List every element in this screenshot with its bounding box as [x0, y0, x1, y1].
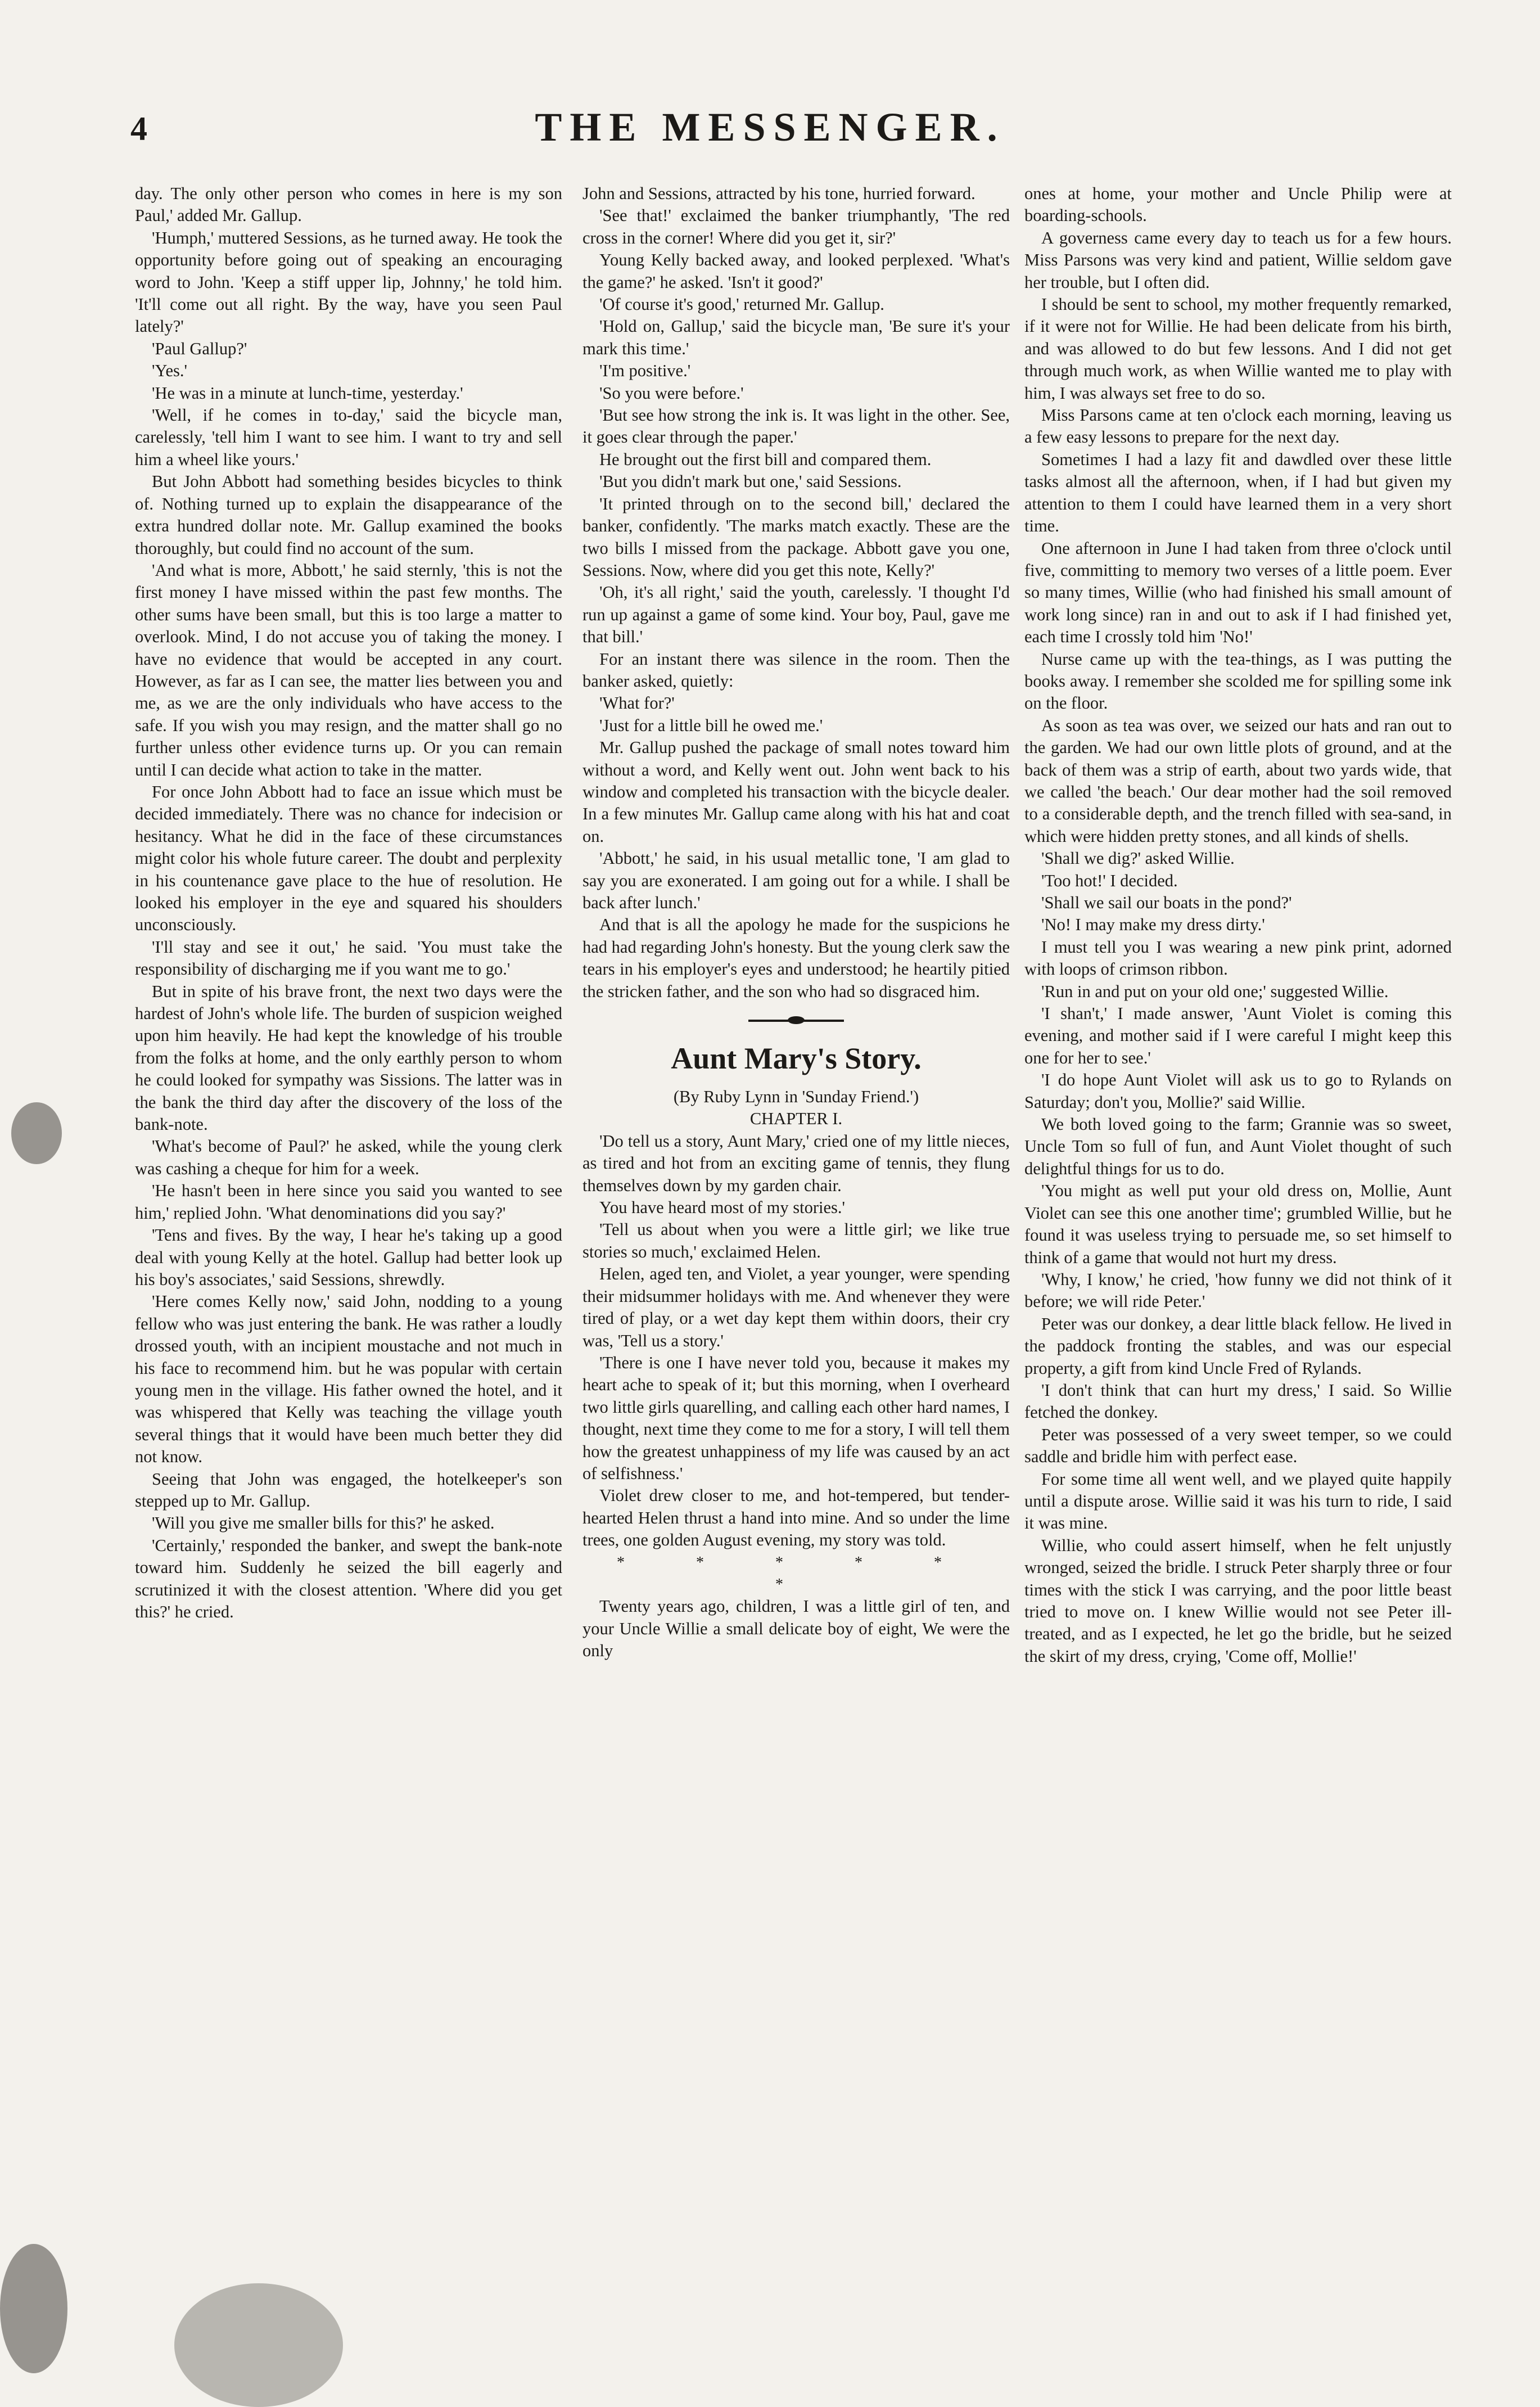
- paragraph: 'I don't think that can hurt my dress,' I said. So Willie fetched the donkey.: [1024, 1380, 1452, 1422]
- paragraph: 'Oh, it's all right,' said the youth, carelessly. 'I thought I'd run up against a game of some kind. Your boy, Paul, gave me that bill.': [582, 583, 1010, 647]
- paragraph: Nurse came up with the tea-things, as I was putting the books away. I remember she scolded me for spilling some ink on the floor.: [1024, 649, 1452, 713]
- paragraph: Peter was possessed of a very sweet temper, so we could saddle and bridle him with perfect ease.: [1024, 1425, 1452, 1467]
- paragraph: 'Why, I know,' he cried, 'how funny we did not think of it before; we will ride Peter.': [1024, 1269, 1452, 1311]
- paragraph: He brought out the first bill and compared them.: [599, 449, 932, 469]
- section-divider: [748, 1020, 844, 1022]
- paragraph: 'Of course it's good,' returned Mr. Gallup.: [599, 295, 884, 314]
- paragraph: Peter was our donkey, a dear little black fellow. He lived in the paddock fronting the stables, and was our especial property, a gift from kind Uncle Fred of Rylands.: [1024, 1314, 1452, 1378]
- column-2: [582, 183, 1010, 1662]
- paragraph: Willie, who could assert himself, when he felt unjustly wronged, seized the bridle. I struck Peter sharply three or four times with the stick I was carrying, and the poor little beast tried to move on. I knew Willie would not see Peter ill-treated, and as I expected, he let go the bridle, but he seized the skirt of my dress, crying, 'Come off, Mollie!': [1024, 1535, 1452, 1666]
- ink-blot: [11, 1102, 62, 1164]
- paragraph: 'You might as well put your old dress on, Mollie, Aunt Violet can see this one another time'; grumbled Willie, but he found it was useless trying to persuade me, so set himself to think of a game that would not hurt my dress.: [1024, 1181, 1452, 1267]
- paragraph: We both loved going to the farm; Grannie was so sweet, Uncle Tom so full of fun, and Aunt Violet thought of such delightful things for us to do.: [1024, 1115, 1452, 1178]
- paragraph: day. The only other person who comes in here is my son Paul,' added Mr. Gallup.: [135, 184, 562, 226]
- paragraph: Mr. Gallup pushed the package of small notes toward him without a word, and Kelly went out. John went back to his window and completed his transaction with the bicycle dealer. In a few minutes Mr. Gallup came along with his hat and coat on.: [582, 738, 1010, 846]
- paragraph: 'Yes.': [152, 361, 187, 381]
- paragraph: 'Tell us about when you were a little girl; we like true stories so much,' exclaimed Helen.: [582, 1220, 1010, 1261]
- paragraph: 'I do hope Aunt Violet will ask us to go to Rylands on Saturday; don't you, Mollie?' said Willie.: [1024, 1070, 1452, 1112]
- paragraph: As soon as tea was over, we seized our hats and ran out to the garden. We had our own little plots of ground, and at the back of them was a strip of earth, about two yards wide, that we called 'the beach.' Our dear mother had the soil removed to a considerable depth, and the trench filled with sea-sand, in which were hidden pretty stones, and all kinds of shells.: [1024, 715, 1452, 846]
- paragraph: 'Shall we sail our boats in the pond?': [1041, 893, 1292, 912]
- chapter-heading: CHAPTER I.: [749, 1109, 843, 1129]
- paragraph: I must tell you I was wearing a new pink print, adorned with loops of crimson ribbon.: [1024, 937, 1452, 979]
- paragraph: For once John Abbott had to face an issue which must be decided immediately. There was no chance for indecision or hesitancy. What he did in the face of these circumstances might color his whole future career. The doubt and perplexity in his countenance gave place to the hue of resolution. He looked his employer in the eye and squared his shoulders unconsciously.: [135, 782, 562, 935]
- paragraph: 'I shan't,' I made answer, 'Aunt Violet is coming this evening, and mother said if I were careful I might keep this one for her to see.': [1024, 1004, 1452, 1067]
- paragraph: Seeing that John was engaged, the hotelkeeper's son stepped up to Mr. Gallup.: [135, 1469, 562, 1511]
- paragraph: 'Will you give me smaller bills for this?' he asked.: [152, 1513, 495, 1533]
- paragraph: But John Abbott had something besides bicycles to think of. Nothing turned up to explain the disappearance of the extra hundred dollar note. Mr. Gallup examined the books thoroughly, but could find no account of the sum.: [135, 472, 562, 558]
- paragraph: 'He was in a minute at lunch-time, yesterday.': [152, 383, 463, 403]
- paragraph: Sometimes I had a lazy fit and dawdled over these little tasks almost all the afternoon, when, if I had but given my attention to them I could have learned them in a very short time.: [1024, 449, 1452, 536]
- paragraph: 'What for?': [599, 693, 675, 713]
- paragraph: You have heard most of my stories.': [599, 1198, 845, 1218]
- paragraph: 'No! I may make my dress dirty.': [1041, 915, 1265, 935]
- paragraph: A governess came every day to teach us for a few hours. Miss Parsons was very kind and patient, Willie seldom gave her trouble, but I often did.: [1024, 228, 1452, 292]
- paragraph: 'Too hot!' I decided.: [1041, 871, 1178, 890]
- paragraph: 'So you were before.': [599, 383, 744, 403]
- paragraph: 'Run in and put on your old one;' suggested Willie.: [1041, 981, 1389, 1001]
- paragraph: John and Sessions, attracted by his tone, hurried forward.: [582, 184, 976, 203]
- paragraph: 'And what is more, Abbott,' he said sternly, 'this is not the first money I have missed within the past few months. The other sums have been small, but this is too large a matter to overlook. Mind, I do not accuse you of taking the money. I have no evidence that would be accepted in any court. However, as far as I can see, the matter lies between you and me, as we are the only individuals who have access to the safe. If you wish you may resign, and the matter shall go no further unless other evidence turns up. Or you can remain until I can decide what action to take in the matter.: [135, 560, 562, 779]
- paragraph: 'Tens and fives. By the way, I hear he's taking up a good deal with young Kelly at the hotel. Gallup had better look up his boy's associates,' said Sessions, shrewdly.: [135, 1225, 562, 1289]
- paragraph: But in spite of his brave front, the next two days were the hardest of John's whole life. The burden of suspicion weighed upon him heavily. He had kept the knowledge of his trouble from the folks at home, and the only earthly person to whom he could looked for sympathy was Sissions. The latter was in the bank the third day after the discovery of the loss of the bank-note.: [135, 981, 562, 1134]
- paragraph: One afternoon in June I had taken from three o'clock until five, committing to memory two verses of a little poem. Ever so many times, Willie (who had finished his small amount of work long since) ran in and out to ask if I had finished yet, each time I crossly told him 'No!': [1024, 538, 1452, 647]
- paragraph: 'Well, if he comes in to-day,' said the bicycle man, carelessly, 'tell him I want to see him. I want to try and sell him a wheel like yours.': [135, 405, 562, 469]
- paragraph: For an instant there was silence in the room. Then the banker asked, quietly:: [582, 649, 1010, 691]
- paragraph: ones at home, your mother and Uncle Philip were at boarding-schools.: [1024, 184, 1452, 226]
- paragraph: And that is all the apology he made for the suspicions he had had regarding John's honesty. But the young clerk saw the tears in his employer's eyes and understood; he heartily pitied the stricken father, and the son who had so disgraced him.: [582, 915, 1010, 1001]
- paragraph: 'I'm positive.': [599, 361, 691, 381]
- paragraph: 'He hasn't been in here since you said you wanted to see him,' replied John. 'What denominations did you say?': [135, 1181, 562, 1223]
- paragraph: 'But see how strong the ink is. It was light in the other. See, it goes clear through the paper.': [582, 405, 1010, 447]
- paragraph: 'What's become of Paul?' he asked, while the young clerk was cashing a cheque for him for a week.: [135, 1137, 562, 1178]
- paragraph: 'Just for a little bill he owed me.': [599, 715, 823, 735]
- ink-blot: [174, 2283, 343, 2407]
- paragraph: 'Shall we dig?' asked Willie.: [1041, 849, 1235, 868]
- column-1: [135, 183, 562, 1623]
- paragraph: For some time all went well, and we played quite happily until a dispute arose. Willie said it was his turn to ride, I said it was mine.: [1024, 1469, 1452, 1533]
- paragraph: 'I'll stay and see it out,' he said. 'You must take the responsibility of discharging me if you want me to go.': [135, 937, 562, 979]
- paragraph: Young Kelly backed away, and looked perplexed. 'What's the game?' he asked. 'Isn't it good?': [582, 250, 1010, 292]
- paragraph: 'Humph,' muttered Sessions, as he turned away. He took the opportunity before going out of speaking an encouraging word to John. 'Keep a stiff upper lip, Johnny,' he told him. 'It'll come out all right. By the way, have you seen Paul lately?': [135, 228, 562, 336]
- paragraph: 'Abbott,' he said, in his usual metallic tone, 'I am glad to say you are exonerated. I am going out for a while. I shall be back after lunch.': [582, 849, 1010, 912]
- paragraph: 'But you didn't mark but one,' said Sessions.: [599, 472, 902, 492]
- paragraph: 'There is one I have never told you, because it makes my heart ache to speak of it; but this morning, when I overheard two little girls quarelling, and calling each other hard names, I thought, next time they come to me for a story, I will tell them how the greatest unhappiness of my life was caused by an act of selfishness.': [582, 1353, 1010, 1483]
- ink-blot: [0, 2244, 67, 2373]
- masthead: [0, 104, 1540, 166]
- paragraph: Helen, aged ten, and Violet, a year younger, were spending their midsummer holidays with me. And whenever they were tired of play, or a wet day kept them within doors, their cry was, 'Tell us a story.': [582, 1264, 1010, 1350]
- paragraph: 'It printed through on to the second bill,' declared the banker, confidently. 'The marks match exactly. These are the two bills I missed from the package. Abbott gave you one, Sessions. Now, where did you get this note, Kelly?': [582, 494, 1010, 580]
- story-title: Aunt Mary's Story.: [671, 1042, 922, 1076]
- column-3: [1024, 183, 1452, 1667]
- paragraph: I should be sent to school, my mother frequently remarked, if it were not for Willie. He had been delicate from his birth, and was allowed to do but few lessons. And I did not get through much work, as when Willie wanted me to play with him, I was always set free to do so.: [1024, 295, 1452, 403]
- paragraph: 'Here comes Kelly now,' said John, nodding to a young fellow who was just entering the bank. He was rather a loudly drossed youth, with an incipient moustache and not much in his face to recommend him. but he was popular with certain young men in the village. His father owned the hotel, and it was whispered that Kelly was teaching the village youth several things that it would have been much better they did not know.: [135, 1292, 562, 1467]
- paragraph: 'Certainly,' responded the banker, and swept the bank-note toward him. Suddenly he seized the bill eagerly and scrutinized it with the closest attention. 'Where did you get this?' he cried.: [135, 1535, 562, 1621]
- paragraph: Violet drew closer to me, and hot-tempered, but tender-hearted Helen thrust a hand into mine. And so under the lime trees, one golden August evening, my story was told.: [582, 1486, 1010, 1550]
- paragraph: 'Hold on, Gallup,' said the bicycle man, 'Be sure it's your mark this time.': [582, 317, 1010, 358]
- story-byline: (By Ruby Lynn in 'Sunday Friend.'): [673, 1087, 919, 1107]
- section-break-stars: * * * * * *: [617, 1553, 976, 1593]
- paragraph: 'Paul Gallup?': [152, 339, 247, 358]
- paragraph: Twenty years ago, children, I was a little girl of ten, and your Uncle Willie a small delicate boy of eight, We were the only: [582, 1597, 1010, 1661]
- paragraph: Miss Parsons came at ten o'clock each morning, leaving us a few easy lessons to prepare for the next day.: [1024, 405, 1452, 447]
- paragraph: 'See that!' exclaimed the banker triumphantly, 'The red cross in the corner! Where did you get it, sir?': [582, 206, 1010, 247]
- page-number: 4: [130, 110, 147, 147]
- paragraph: 'Do tell us a story, Aunt Mary,' cried one of my little nieces, as tired and hot from an exciting game of tennis, they flung themselves down by my garden chair.: [582, 1131, 1010, 1195]
- newspaper-title: THE MESSENGER.: [535, 105, 1005, 150]
